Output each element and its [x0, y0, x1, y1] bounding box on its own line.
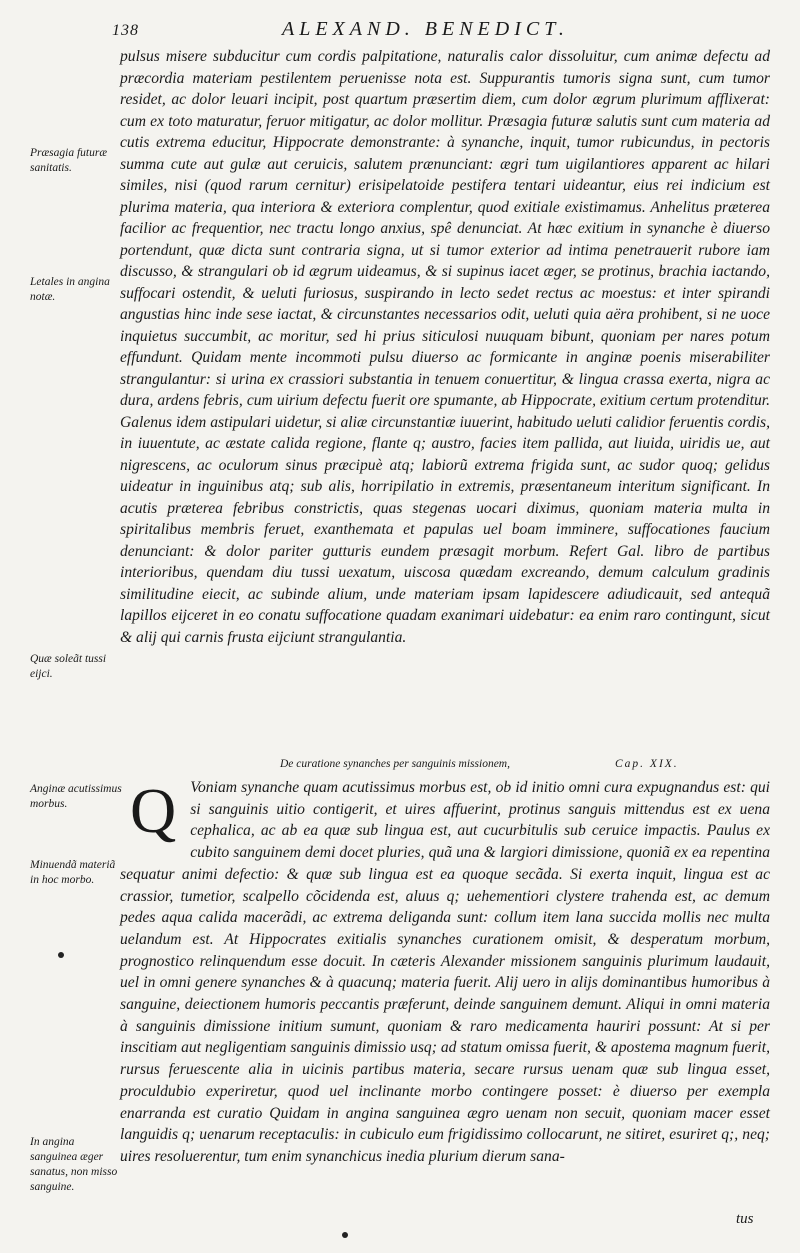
margin-note: Anginæ acutissimus morbus.	[30, 783, 122, 810]
margin-note: Præsagia futuræ sanitatis.	[30, 147, 108, 174]
page-number: 138	[112, 22, 139, 39]
margin-note: Letales in angina notæ.	[30, 276, 110, 303]
chapter-heading	[280, 758, 750, 778]
chapter-number: Cap. XIX.	[615, 758, 679, 770]
ink-speck	[58, 952, 64, 958]
chapter-title: De curatione synanches per sanguinis missionem,	[280, 758, 510, 770]
main-text-part1	[120, 46, 770, 648]
paragraph: pulsus misere subducitur cum cordis palpitatione, naturalis calor dissoluitur, cum animæ defectu ad præcordia materiam pestilentem peruenisse nota est. Suppurantis tumoris signa sunt, cum tumor residet, ac dolor leuari incipit, post quartum præsertim diem, cum dolor ægrum plurimum afflixerat: cum ex toto maturatur, feruor mitigatur, ac dolor mollitur. Præsagia futuræ salutis sunt cum materia ad cutis extrema educitur, Hippocrate demonstrante: à synanche, inquit, tumor rubicundus, in pectoris summa cute aut gulæ aut ceruicis, salutem prænunciant: ægri tum uigilantiores apparent ac hilari similes, nisi (quod rarum cernitur) erisipelatoide pestifera tentari uideantur, eius rei indicium est plurima materia, qua interiora & exteriora complentur, quod exitiale existimamus. Anhelitus præterea facilior ac frequentior, nec tractu longo anxius, spê denunciat. At hæc exitium in synanche è diuerso portendunt, quæ dicta sunt contraria signa, ut si tumor exterior ad intima penetrauerit rubore iam discusso, & strangulari ob id ægrum uideamus, & si supinus iacet æger, se protinus, brachia iactando, suffocari ostendit, & ueluti furiosus, suspirando in lecto sedet rectus ac moestus: et inter spirandi angustias hinc inde sese iactat, & circunstantes necessarios odit, ueluti quia aëra prohibent, si ne uoce inquietus succumbit, ac moritur, sed hi prius siticulosi nuuquam bibunt, quoniam per nares potum effundunt. Quidam mente incommoti pulsu diuerso ac formicante in anginæ poenis miserabiliter strangulantur: si urina ex crassiori substantia in tenuem conuertitur, & lingua crassa exerta, nigra ac dura, ardens febris, cum uirium defectu fuerit ore spumante, ab Hippocrate, exitium certum protenditur. Galenus idem astipulari uidetur, si aliæ circunstantiæ iuuerint, habitudo ueluti calidior feruentis cordis, in iuuentute, ac æstate calida regione, flante q; austro, facies item pallida, aut liuida, uiridis ue, aut nigrescens, ac oculorum sinus præcipuè atq; labiorũ extrema frigida sunt, ac sudor quoq; gelidus uideatur in inguinibus atq; sub alis, horripilatio in extremis, præsentaneum interitum significant. In acutis præterea febribus constrictis, quas stegenas uocari diximus, quoniam materia multa in spiritalibus membris feruet, exanthemata et papulas uel boam imminere, suffocationes faucium denunciant: & dolor pariter gutturis eundem præsagit morbum. Refert Gal. libro de partibus interioribus, quendam diu tussi uexatum, uiscosa quædam excreando, demum calculum gradinis similitudine eiecit, ac subinde alium, unde materiam ipsam lapidescere adiudicauit, sed antequã lapillos eijceret in eo conatu suffocatione quadam exanimari uidebatur: ea enim raro contingunt, sicut & alij qui carnis frusta eijciunt strangulantia.	[120, 48, 770, 646]
drop-cap: Q	[130, 775, 177, 846]
margin-note: Quæ soleãt tussi eijci.	[30, 653, 107, 680]
margin-note: Minuendã materiã in hoc morbo.	[30, 859, 116, 886]
running-head: ALEXAND. BENEDICT.	[282, 18, 569, 40]
ink-speck	[342, 1232, 348, 1238]
catchword: tus	[736, 1211, 754, 1227]
paragraph: Voniam synanche quam acutissimus morbus est, ob id initio omni cura expugnandus est: qui si sanguinis uitio contigerit, et uires affuerint, protinus sanguis mittendus est ex uena cephalica, ac ab ea quæ sub lingua est, aut cucurbitulis sub ceruice impactis. Paulus ex cubito sanguinem demi docet pluries, quã una & largiori dimissione, quoniã ex ea repentina sequatur animi defectio: & quæ sub lingua est ea quoque secãda. Si exerta inquit, lingua est ac crassior, tumetior, scalpello cõcidenda est, aluus q; uehementiori clystere trahenda est, ac demum pedes aqua calida macerãdi, ac extrema deliganda sunt: collum item lana succida mollis nec multa uelandum est. At Hippocrates exitialis synanches curationem omisit, & desperatum morbum, prognostico relinquendum esse docuit. In cæteris Alexander missionem sanguinis plurimum laudauit, uel in omni genere synanches & à quacunq; materia fuerit. Alij uero in alijs dominantibus humoribus à sanguine, deiectionem humoris peccantis præferunt, deinde sanguinem demunt. Aliqui in omni materia à sanguinis dimissione initium sumunt, quoniam & raro medicamenta hauriri possunt: At si per inscitiam aut negligentiam sanguinis dimissio usq; ad statum omissa fuerit, & apostema magnum fuerit, rursus feruescente alia in uicinis partibus materia, secare rursus uenam quæ sub lingua esset, proculdubio experiretur, quod uel inclinante morbo contingere posset: è diuerso per exempla enarranda est curatio Quidam in angina sanguinea ægro uenam non secuit, quoniam macer esset languidis q; uenarum receptaculis: in cubiculo eum frigidissimo collocarunt, ne sitiret, esuriret q;, neq; uires resoluerentur, tum enim synanchicus inedia plurium dierum sana-	[120, 779, 770, 1165]
margin-note: In angina sanguinea æger sanatus, non misso sanguine.	[30, 1136, 118, 1193]
page-header	[112, 18, 782, 44]
main-text-part2	[120, 777, 770, 1168]
